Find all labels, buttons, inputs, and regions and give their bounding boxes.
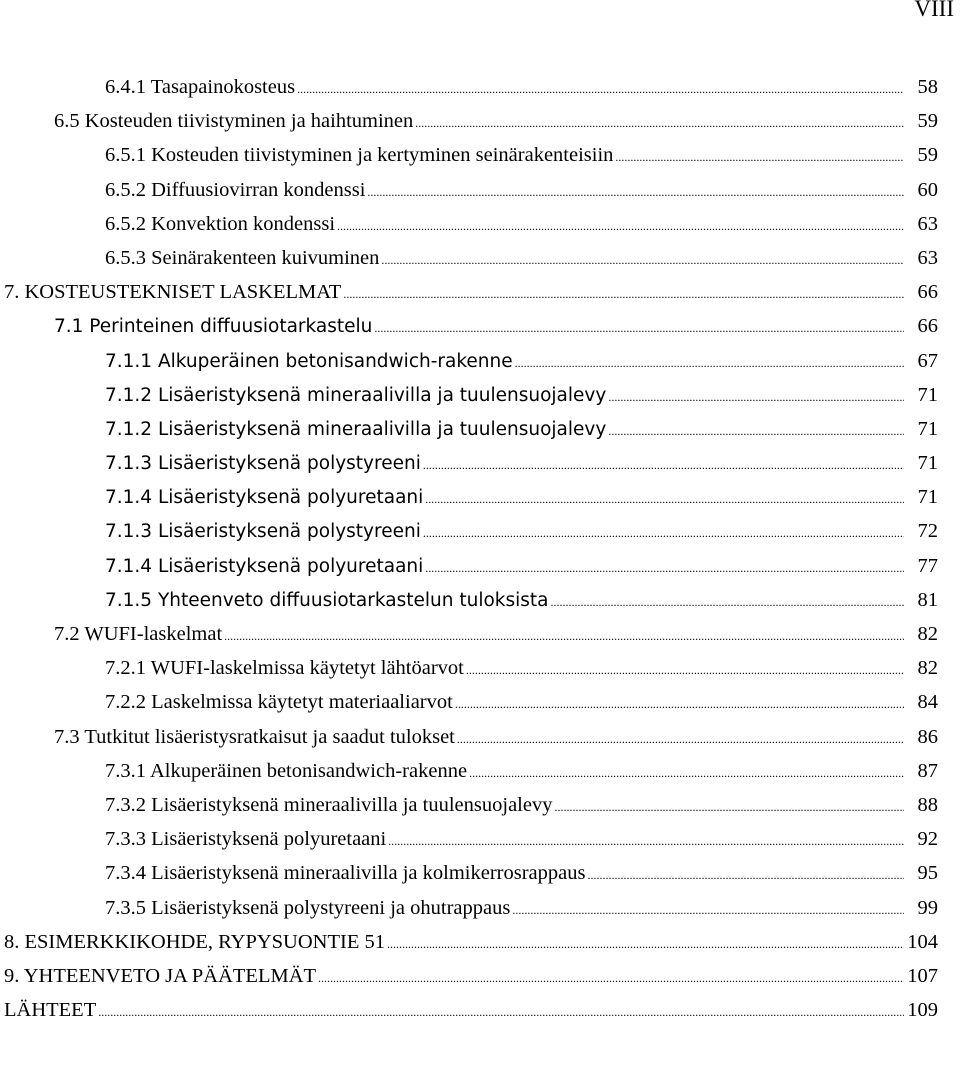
toc-entry-title: 7.3 Tutkitut lisäeristysratkaisut ja saadut tulokset (54, 725, 455, 748)
toc-entry[interactable] (0, 822, 960, 856)
toc-entry-page: 109 (907, 999, 938, 1022)
dot-leader (425, 551, 904, 585)
dot-leader (512, 893, 904, 927)
toc-entry-page: 71 (917, 486, 938, 509)
toc-entry-title: 7.1.4 Lisäeristyksenä polyuretaani (105, 487, 424, 509)
toc-entry[interactable] (0, 309, 960, 343)
toc-entry-title: 8. ESIMERKKIKOHDE, RYPYSUONTIE 51 (4, 930, 385, 953)
toc-entry[interactable] (0, 891, 960, 925)
toc-entry[interactable] (0, 514, 960, 548)
dot-leader (608, 414, 904, 448)
dot-leader (381, 243, 904, 277)
toc-entry-page: 82 (917, 657, 938, 680)
toc-entry-title: LÄHTEET (4, 999, 97, 1022)
toc-entry[interactable] (0, 173, 960, 207)
toc-entry[interactable] (0, 344, 960, 378)
toc-entry-page: 86 (917, 725, 938, 748)
toc-entry[interactable] (0, 617, 960, 651)
toc-entry[interactable] (0, 241, 960, 275)
toc-entry[interactable] (0, 446, 960, 480)
dot-leader (455, 687, 904, 721)
toc-entry-title: 6.5.1 Kosteuden tiivistyminen ja kertyminen seinärakenteisiin (105, 144, 614, 167)
toc-entry[interactable] (0, 207, 960, 241)
dot-leader (457, 722, 904, 756)
toc-entry-page: 87 (917, 759, 938, 782)
page-number: VIII (914, 0, 954, 21)
toc-entry-title: 6.5.2 Konvektion kondenssi (105, 212, 336, 235)
toc-entry[interactable] (0, 959, 960, 993)
dot-leader (608, 380, 904, 414)
toc-entry-page: 71 (917, 452, 938, 475)
toc-entry-page: 58 (917, 76, 938, 98)
dot-leader (587, 858, 904, 892)
toc-entry-page: 107 (907, 964, 938, 987)
toc-entry-title: 7.3.3 Lisäeristyksenä polyuretaani (105, 828, 387, 851)
toc-entry-page: 77 (917, 554, 938, 577)
dot-leader (554, 790, 904, 824)
toc-entry-page: 92 (917, 828, 938, 851)
toc-entry-page: 66 (917, 281, 938, 304)
toc-entry-title: 6.5 Kosteuden tiivistyminen ja haihtuminen (54, 110, 414, 133)
toc-entry[interactable] (0, 583, 960, 617)
toc-entry[interactable] (0, 412, 960, 446)
table-of-contents (0, 70, 960, 1027)
toc-entry[interactable] (0, 754, 960, 788)
toc-entry[interactable] (0, 138, 960, 172)
toc-entry-page: 99 (917, 896, 938, 919)
dot-leader (374, 311, 904, 345)
dot-leader (423, 516, 904, 550)
toc-entry[interactable] (0, 480, 960, 514)
toc-entry-title: 7.2 WUFI-laskelmat (54, 623, 223, 645)
toc-entry[interactable] (0, 788, 960, 822)
toc-entry-page: 60 (917, 178, 938, 201)
toc-entry[interactable] (0, 104, 960, 138)
toc-entry[interactable] (0, 651, 960, 685)
dot-leader (224, 619, 904, 653)
toc-entry-title: 7.1.2 Lisäeristyksenä mineraalivilla ja tuulensuojalevy (105, 418, 607, 440)
toc-entry-page: 66 (917, 315, 938, 338)
toc-entry-title: 7.1.5 Yhteenveto diffuusiotarkastelun tuloksista (105, 589, 549, 611)
toc-entry[interactable] (0, 856, 960, 890)
dot-leader (515, 346, 904, 380)
toc-entry-title: 7.2.2 Laskelmissa käytetyt materiaaliarvot (105, 691, 453, 714)
dot-leader (423, 448, 904, 482)
toc-entry-page: 59 (917, 144, 938, 167)
dot-leader (388, 824, 904, 858)
dot-leader (387, 927, 904, 961)
toc-entry-title: 6.4.1 Tasapainokosteus (105, 76, 296, 98)
dot-leader (297, 72, 904, 106)
dot-leader (337, 209, 904, 243)
toc-entry-title: 7.1.4 Lisäeristyksenä polyuretaani (105, 555, 424, 577)
toc-entry-title: 7.2.1 WUFI-laskelmissa käytetyt lähtöarvot (105, 657, 464, 680)
toc-entry-page: 67 (917, 349, 938, 372)
dot-leader (469, 756, 904, 790)
toc-entry-title: 7.3.1 Alkuperäinen betonisandwich-rakenne (105, 759, 468, 782)
toc-entry-page: 88 (917, 793, 938, 816)
toc-entry-title: 7.3.4 Lisäeristyksenä mineraalivilla ja kolmikerrosrappaus (105, 862, 586, 885)
toc-entry-title: 7.1.2 Lisäeristyksenä mineraalivilla ja tuulensuojalevy (105, 384, 607, 406)
toc-entry-page: 71 (917, 417, 938, 440)
toc-entry-page: 82 (917, 623, 938, 645)
toc-entry-title: 7. KOSTEUSTEKNISET LASKELMAT (4, 281, 342, 304)
dot-leader (98, 995, 904, 1029)
dot-leader (367, 175, 904, 209)
toc-entry[interactable] (0, 378, 960, 412)
dot-leader (466, 653, 904, 687)
toc-entry-title: 7.1.3 Lisäeristyksenä polystyreeni (105, 521, 421, 543)
toc-entry[interactable] (0, 685, 960, 719)
toc-entry-page: 84 (917, 691, 938, 714)
toc-entry-title: 7.3.5 Lisäeristyksenä polystyreeni ja ohutrappaus (105, 896, 511, 919)
toc-entry-title: 7.3.2 Lisäeristyksenä mineraalivilla ja tuulensuojalevy (105, 793, 553, 816)
toc-entry-page: 104 (907, 930, 938, 953)
toc-entry-title: 6.5.3 Seinärakenteen kuivuminen (105, 246, 380, 269)
dot-leader (415, 106, 904, 140)
toc-entry-title: 7.1.3 Lisäeristyksenä polystyreeni (105, 453, 421, 475)
toc-entry-title: 7.1.1 Alkuperäinen betonisandwich-rakenne (105, 350, 513, 372)
toc-entry-page: 63 (917, 212, 938, 235)
toc-entry[interactable] (0, 925, 960, 959)
toc-entry[interactable] (0, 275, 960, 309)
dot-leader (551, 585, 904, 619)
dot-leader (615, 140, 904, 174)
toc-entry[interactable] (0, 70, 960, 104)
toc-entry[interactable] (0, 720, 960, 754)
toc-entry-title: 9. YHTEENVETO JA PÄÄTELMÄT (4, 964, 317, 987)
toc-entry-page: 72 (917, 520, 938, 543)
toc-entry-page: 63 (917, 246, 938, 269)
toc-entry-title: 7.1 Perinteinen diffuusiotarkastelu (54, 316, 373, 338)
toc-entry-page: 71 (917, 383, 938, 406)
dot-leader (318, 961, 904, 995)
toc-entry[interactable] (0, 993, 960, 1027)
toc-entry-title: 6.5.2 Diffuusiovirran kondenssi (105, 178, 366, 201)
toc-entry-page: 59 (917, 110, 938, 133)
toc-entry-page: 81 (917, 588, 938, 611)
toc-entry[interactable] (0, 549, 960, 583)
dot-leader (425, 482, 904, 516)
dot-leader (343, 277, 904, 311)
toc-entry-page: 95 (917, 862, 938, 885)
